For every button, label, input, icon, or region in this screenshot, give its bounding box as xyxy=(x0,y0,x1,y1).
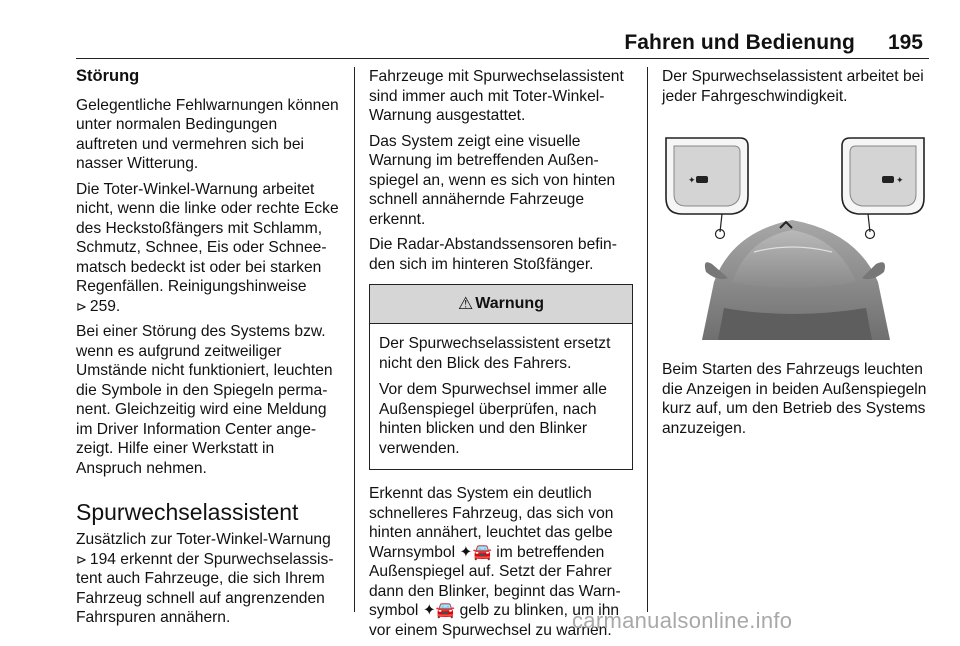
heading-spurwechselassistent: Spurwechselassistent xyxy=(76,499,299,525)
column-3 xyxy=(662,67,928,444)
warning-box xyxy=(369,284,633,470)
lane-change-symbol-icon: ✦🚘 xyxy=(459,543,492,561)
paragraph xyxy=(76,180,340,317)
paragraph: Fahrzeuge mit Spurwechselassistent sind immer auch mit Toter-Winkel-Warnung ausgestattet. xyxy=(369,68,624,124)
paragraph xyxy=(76,530,340,628)
page-header xyxy=(76,30,929,59)
paragraph-text: gelb zu blinken, um ihn vor einem Spurwechsel zu warnen. xyxy=(369,602,620,639)
page-number: 195 xyxy=(887,31,923,54)
warning-title: Warnung xyxy=(475,295,544,313)
warning-paragraph: Vor dem Spurwechsel immer alle Außenspiegel überprüfen, nach hinten blicken und den Blinker verwenden. xyxy=(379,381,607,457)
paragraph-text: Erkennt das System ein deutlich schnelleres Fahrzeug, das sich von hinten annähert, leuchtet das gelbe Warnsymbol xyxy=(369,485,614,561)
section-title: Fahren und Bedienung xyxy=(624,31,855,54)
car-mirror-illustration xyxy=(662,132,928,340)
paragraph: Das System zeigt eine visuelle Warnung im betreffenden Außenspiegel an, wenn es sich von hinten schnell annähernde Fahrzeuge erkennt. xyxy=(369,132,616,228)
paragraph: Der Spurwechselassistent arbeitet bei jeder Fahrgeschwindigkeit. xyxy=(662,68,924,105)
heading-stoerung: Störung xyxy=(76,67,140,85)
paragraph: Beim Starten des Fahrzeugs leuchten die Anzeigen in beiden Außenspiegeln kurz auf, um den Betrieb des Systems anzuzeigen. xyxy=(662,361,927,437)
lane-change-symbol-icon: ✦🚘 xyxy=(422,602,456,619)
warning-header xyxy=(370,285,632,324)
warning-triangle-icon: ⚠ xyxy=(458,294,474,314)
page-reference-link[interactable]: 194 xyxy=(89,550,116,568)
warning-paragraph: Der Spurwechselassistent ersetzt nicht den Blick des Fahrers. xyxy=(379,335,611,372)
paragraph: Die Radar-Abstandssensoren befinden sich im hinteren Stoßfänger. xyxy=(369,236,617,273)
column-1 xyxy=(76,67,340,634)
column-divider-right xyxy=(647,67,648,612)
page-reference-icon: ⊳ xyxy=(76,551,87,567)
warning-body xyxy=(370,324,632,469)
column-divider-left xyxy=(354,67,355,612)
svg-text:✦: ✦ xyxy=(688,176,696,186)
paragraph-text: im betreffenden Außenspiegel auf. Setzt der Fahrer dann den Blinker, beginnt das Warnsymbol xyxy=(369,543,621,619)
svg-text:✦: ✦ xyxy=(896,176,904,186)
paragraph-text: erkennt der Spurwechselassistent auch Fahrzeuge, die sich Ihrem Fahrzeug schnell auf angrenzenden Fahrspuren annähern. xyxy=(76,550,334,626)
paragraph: Gelegentliche Fehlwarnungen können unter normalen Bedingungen auftreten und vermehren sich bei nasser Witterung. xyxy=(76,96,339,172)
page-reference-link[interactable]: 259. xyxy=(89,297,121,315)
paragraph-text: Zusätzlich zur Toter-Winkel-Warnung xyxy=(76,531,331,548)
paragraph-text: Die Toter-Winkel-Warnung arbeitet nicht, wenn die linke oder rechte Ecke des Heckstoßfängers mit Schlamm, Schmutz, Schnee, Eis oder Schneematsch bedeckt ist oder bei starken Regenfällen. Reinigungshinweise xyxy=(76,180,339,295)
page-reference-icon: ⊳ xyxy=(76,298,87,314)
column-2 xyxy=(369,67,633,646)
paragraph: Bei einer Störung des Systems bzw. wenn es aufgrund zeitweiliger Umstände nicht funktioniert, leuchten die Symbole in den Spiegeln permanent. Gleichzeitig wird eine Meldung im Driver Information Center angezeigt. Hilfe einer Werkstatt in Anspruch nehmen. xyxy=(76,323,333,477)
watermark: carmanualsonline.info xyxy=(572,608,793,633)
